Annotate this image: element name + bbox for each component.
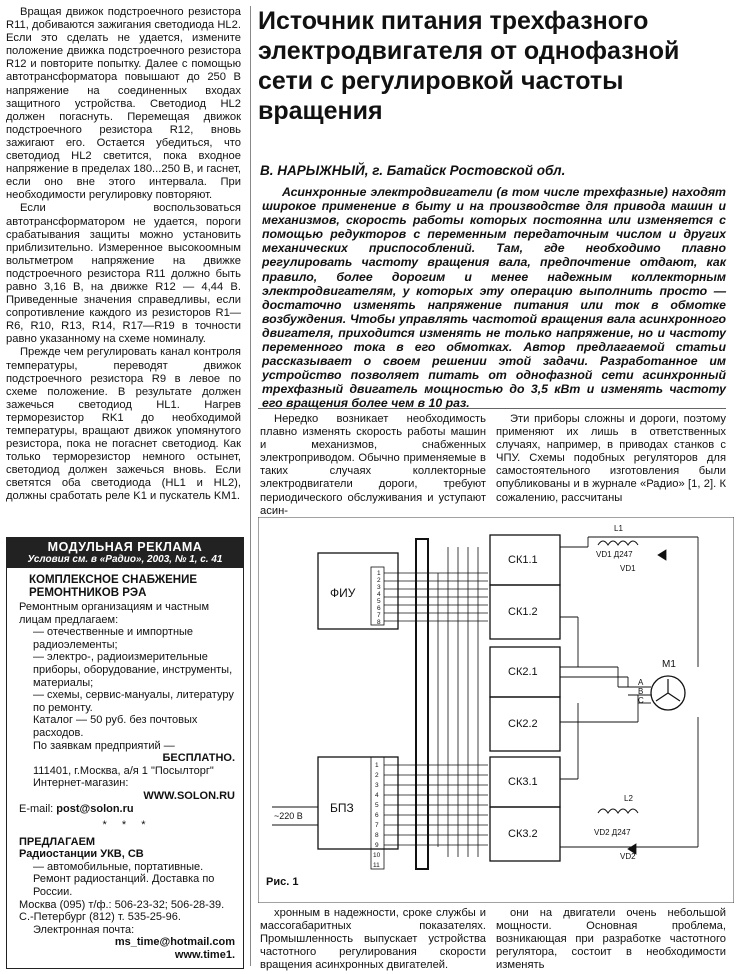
advertisement-box: [6, 537, 244, 969]
column-divider: [250, 6, 251, 966]
ad-line: Ремонтным организациям и частным лицам предлагаем:: [19, 601, 210, 626]
article-column-2: [496, 413, 726, 505]
article-paragraph: Эти приборы сложны и дороги, поэтому применяют их лишь в ответственных случаях, например, в приводах станков с ЧПУ. Схемы подобных регуляторов для самостоятельного изготовления были опубликованы и в журнале «Радио» [1, 2]. К сожалению, рассчитаны: [496, 413, 726, 504]
power-bus: [416, 539, 428, 869]
vd1-label: VD1 Д247: [596, 550, 633, 559]
ad-line: — электро-, радиоизмерительные приборы, оборудование, инструменты, материалы;: [33, 651, 233, 689]
lead-separator: [258, 408, 726, 409]
article-paragraph: они на двигатели очень небольшой мощности. Основная проблема, возникающая при разработке частотного регулятора, состоит в необходимости изменять: [496, 907, 726, 972]
ad-header: [7, 538, 243, 568]
fiu-pin: 3: [377, 584, 381, 591]
ad-site-link[interactable]: WWW.SOLON.RU: [143, 789, 235, 802]
article-column-1: [260, 413, 486, 518]
ad-line: Москва (095) т/ф.: 506-23-32; 506-28-39.: [19, 898, 225, 911]
bpz-pin: 8: [375, 832, 379, 839]
circuit-diagram: [258, 517, 734, 903]
ad-address: 111401, г.Москва, а/я 1 "Посылторг": [33, 764, 214, 777]
left-paragraph: Прежде чем регулировать канал контроля температуры, переводят движок подстроечного резистора R9 в левое по схеме положение. В результате должен зажечься светодиод HL1. Нагрев терморезистор RK1 до необходимой температуры, вращают движок упомянутого резистора, пока не погаснет светодиод. Как только терморезистор немного остынет, светодиод должен зажечься вновь. Если светятся оба светодиода (HL1 и HL2), должны сработать реле K1 и пускатель KM1.: [6, 346, 241, 503]
ad-line: — схемы, сервис-мануалы, литературу по ремонту.: [33, 689, 234, 714]
ad-caption: КОМПЛЕКСНОЕ СНАБЖЕНИЕ РЕМОНТНИКОВ РЭА: [29, 574, 198, 599]
figure-frame: [258, 517, 734, 903]
sk-label: СК3.2: [508, 828, 538, 840]
fiu-pin: 5: [377, 598, 381, 605]
bpz-pin: 10: [373, 852, 381, 859]
bpz-pin: 11: [373, 862, 380, 869]
sk-label: СК1.2: [508, 606, 538, 618]
ad-header-subtitle: Условия см. в «Радио», 2003, № 1, с. 41: [27, 554, 223, 565]
ad-header-title: МОДУЛЬНАЯ РЕКЛАМА: [47, 540, 203, 554]
article-column-1-bottom: [260, 907, 486, 972]
article-column-2-bottom: [496, 907, 726, 972]
sk-label: СК3.1: [508, 776, 538, 788]
ad-stars: * * *: [102, 819, 152, 832]
ad-site2-link[interactable]: www.time1.: [174, 949, 235, 962]
fiu-pin: 8: [377, 619, 381, 626]
ad-line: Электронная почта:: [33, 923, 135, 936]
fiu-pin: 2: [377, 577, 381, 584]
sk-label: СК2.1: [508, 666, 538, 678]
sk-label: СК1.1: [508, 554, 538, 566]
article-lead: Асинхронные электродвигатели (в том числе трехфазные) находят широкое применение в быту и на производстве для привода машин и механизмов, скорость работы которых постоянна или изменяется с помощью редукторов с переменным передаточным числом и других механических приспособлений. Там, где необходимо плавно регулировать частоту вращения вала, предпочтение отдают, как правило, более дорогим и менее надежным коллекторным электродвигателям, у которых эту операцию выполнить просто — достаточно изменять напряжение питания или ток в обмотке возбуждения. Чтобы управлять частотой вращения вала асинхронного двигателя, приходится изменять не только напряжение, но и частоту переменного тока в его обмотках. Автор предлагаемой статьи рассказывает о своем решении этой задачи. Разработанное им устройство позволяет питать от однофазной сети асинхронный трехфазный двигатель мощностью до 3,5 кВт и изменять частоту его вращения более чем в 10 раз.: [262, 185, 726, 411]
vd2-label-2: VD2: [620, 852, 636, 861]
phase-label: A: [638, 678, 644, 687]
ad-free: БЕСПЛАТНО.: [162, 752, 235, 765]
bpz-label: БПЗ: [330, 801, 354, 815]
article-paragraph: хронным в надежности, сроке службы и массогабаритных показателях. Промышленность выпускает устройства частотного регулирования скорости вращения асинхронных двигателей.: [260, 907, 486, 972]
fiu-pin: 1: [377, 570, 381, 577]
ad-line: Каталог — 50 руб. без почтовых расходов.: [33, 714, 198, 739]
bpz-pin: 6: [375, 812, 379, 819]
bpz-pin: 9: [375, 842, 379, 849]
l1-coil: [598, 541, 638, 545]
ad-offer: ПРЕДЛАГАЕМ: [19, 835, 96, 848]
ad-email2-link[interactable]: ms_time@hotmail.com: [114, 936, 235, 949]
fiu-pin: 7: [377, 612, 381, 619]
motor-label: M1: [662, 659, 676, 670]
ad-email-label: E-mail:: [19, 802, 57, 815]
bpz-pin: 2: [375, 772, 379, 779]
bpz-pin: 4: [375, 792, 379, 799]
ad-offer-item: Радиостанции УКВ, СВ: [19, 848, 144, 861]
fiu-label: ФИУ: [330, 586, 356, 600]
bpz-pin: 1: [375, 762, 379, 769]
ad-email-link[interactable]: post@solon.ru: [56, 802, 134, 815]
fiu-pin: 4: [377, 591, 381, 598]
l2-coil: [598, 809, 638, 813]
bpz-pin: 3: [375, 782, 379, 789]
bpz-pin: 5: [375, 802, 379, 809]
ad-line: Ремонт радиостанций. Доставка по России.: [33, 873, 215, 899]
ad-line: — отечественные и импортные радиоэлементы;: [33, 626, 194, 651]
left-column: [6, 6, 241, 504]
diode-icon: [658, 550, 666, 560]
figure-caption: Рис. 1: [266, 876, 299, 888]
sk-label: СК2.2: [508, 718, 538, 730]
motor-windings: [656, 679, 680, 701]
fiu-pin: 6: [377, 605, 381, 612]
ad-shop-label: Интернет-магазин:: [33, 777, 129, 790]
bpz-pin: 7: [375, 822, 379, 829]
l1-label: L1: [614, 524, 623, 533]
phase-label: B: [638, 687, 644, 696]
ad-line: — автомобильные, портативные.: [33, 860, 204, 873]
ad-line: По заявкам предприятий —: [33, 739, 175, 752]
article-title: Источник питания трехфазного электродвигателя от однофазной сети с регулировкой частоты вращения: [258, 7, 680, 125]
vd1-label-2: VD1: [620, 564, 636, 573]
article-author: В. НАРЫЖНЫЙ, г. Батайск Ростовской обл.: [260, 163, 566, 178]
l2-label: L2: [624, 794, 633, 803]
phase-label: C: [638, 696, 644, 705]
bus-wires: [384, 547, 488, 857]
left-paragraph: Вращая движок подстроечного резистора R11, добиваются зажигания светодиода HL2. Если это сделать не удается, измените положение движка подстроечного резистора R12 и повторите попытку. Далее с помощью автотрансформатора повышают до 250 В напряжение на соединенных входах защитного устройства. Светодиод HL2 должен погаснуть. Перемещая движок подстроечного резистора R12, вновь зажигают его. Остается убедиться, что светодиод HL2 светится, пока входное напряжение в пределах 180...250 В, и гаснет, если оно вне этого интервала. При необходимости регулировку повторяют.: [6, 6, 241, 202]
left-paragraph: Если воспользоваться автотрансформатором не удается, пороги срабатывания защиты можно установить приблизительно. Измеренное высокоомным вольтметром напряжение на движке подстроечного резистора R11 должно быть равно 3,16 В, на движке R12 — 4,44 В. Приведенные значения справедливы, если сопротивление каждого из резисторов R1—R6, R10, R13, R14, R17—R19 в точности равно указанному на схеме номиналу.: [6, 202, 241, 346]
vd2-label: VD2 Д247: [594, 828, 631, 837]
article-paragraph: Нередко возникает необходимость плавно изменять скорость работы машин и механизмов, снабженных электроприводом. Обычно применяемые в таких случаях коллекторные электродвигатели дороги, требуют периодического обслуживания и уступают асин-: [260, 413, 486, 517]
mains-label: ~220 В: [274, 811, 303, 821]
ad-line: С.-Петербург (812) т. 535-25-96.: [19, 911, 181, 924]
ad-body: [7, 568, 243, 962]
